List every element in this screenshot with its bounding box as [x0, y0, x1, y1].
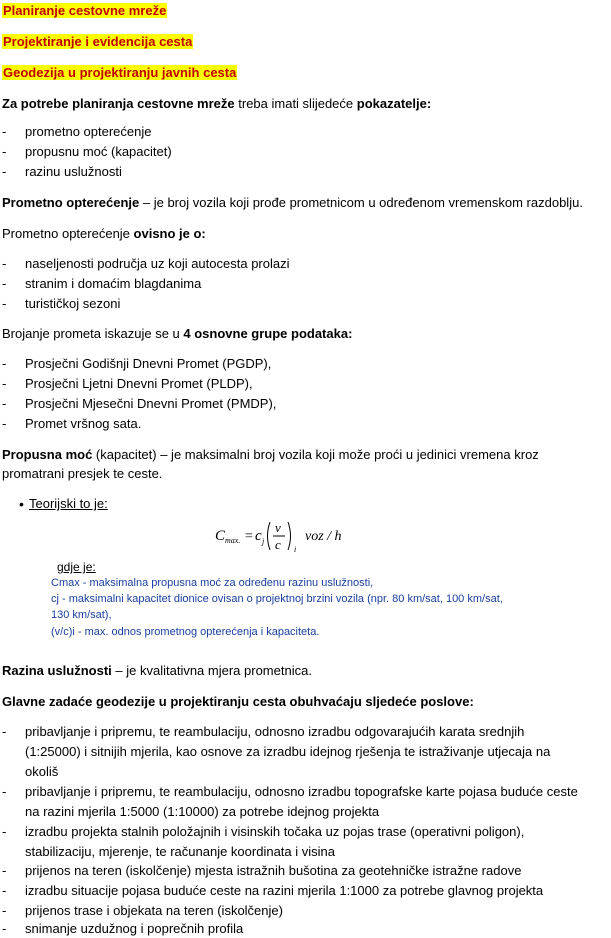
p2-bold: Prometno opterećenje: [2, 195, 140, 210]
paragraph-counting: [2, 326, 352, 342]
paragraph-indicators: [2, 96, 431, 112]
list-item: turističkoj sezoni: [25, 296, 121, 311]
svg-text:c: c: [255, 528, 262, 544]
svg-text:j: j: [262, 537, 265, 546]
list-item: Promet vršnog sata.: [25, 416, 142, 431]
list-dash: -: [2, 276, 7, 291]
list-item: pribavljanje i pripremu, te reambulaciju, odnosno izradbu odgovarajućih karata srednjih: [25, 724, 525, 739]
definition-cj-cont: 130 km/sat),: [51, 609, 112, 621]
list-item: snimanje uzdužnog i poprečnih profila: [25, 921, 244, 936]
svg-text:voz / h: voz / h: [305, 529, 342, 544]
p4-text: Brojanje prometa iskazuje se u: [2, 326, 184, 341]
list-dash: -: [2, 164, 7, 179]
list-dash: -: [2, 883, 7, 898]
svg-text:i: i: [294, 545, 297, 554]
list-dash: -: [2, 256, 7, 271]
p5-text-2: promatrani presjek te ceste.: [2, 466, 163, 481]
heading-2: [2, 34, 193, 50]
list-dash: -: [2, 124, 7, 139]
paragraph-traffic-load: [2, 195, 583, 211]
heading-3: [2, 65, 237, 81]
formula-graphic: [215, 516, 375, 556]
svg-text:=: =: [244, 529, 254, 544]
figure-title: Teorijski to je:: [29, 496, 108, 511]
definition-cmax: Cmax - maksimalna propusna moć za određenu razinu uslužnosti,: [51, 577, 374, 589]
list-dash: -: [2, 784, 7, 799]
paragraph-capacity: [2, 447, 539, 463]
list-item: prijenos trase i objekata na teren (iskolčenje): [25, 903, 283, 918]
svg-text:C: C: [215, 528, 226, 544]
heading-2-text: Projektiranje i evidencija cesta: [3, 34, 193, 49]
paragraph-service-level: [2, 663, 312, 679]
list-dash: -: [2, 724, 7, 739]
list-item: izradbu projekta stalnih položajnih i visinskih točaka uz pojas trase (operativni poligon),: [25, 824, 525, 839]
list-item: razinu uslužnosti: [25, 164, 122, 179]
list-item-cont: na razini mjerila 1:5000 (1:10000) za potrebe idejnog projekta: [25, 804, 380, 819]
list-dash: -: [2, 824, 7, 839]
list-item: Prosječni Godišnji Dnevni Promet (PGDP),: [25, 356, 272, 371]
list-dash: -: [2, 296, 7, 311]
paragraph-capacity-line2: [2, 466, 162, 482]
p1-text: treba imati slijedeće: [234, 96, 357, 111]
p3-text: Prometno opterećenje: [2, 226, 134, 241]
list-dash: -: [2, 376, 7, 391]
list-dash: -: [2, 356, 7, 371]
p4-bold: 4 osnovne grupe podataka:: [183, 326, 353, 341]
list-dash: -: [2, 921, 7, 936]
list-item: stranim i domaćim blagdanima: [25, 276, 202, 291]
heading-1-text: Planiranje cestovne mreže: [3, 3, 167, 18]
p1-bold-end: pokazatelje:: [356, 96, 432, 111]
list-item-cont: (1:25000) i sitnijih mjerila, kao osnove za izradbu idejnog rješenja te istraživanje utjecaja na: [25, 744, 551, 759]
heading-3-text: Geodezija u projektiranju javnih cesta: [3, 65, 237, 80]
heading-1: [2, 3, 167, 19]
p6-text: – je kvalitativna mjera prometnica.: [111, 663, 312, 678]
p5-bold: Propusna moć: [2, 447, 93, 462]
list-item-cont: stabilizaciju, mjerenje, te računanje koordinata i visina: [25, 844, 335, 859]
svg-text:max.: max.: [225, 536, 241, 545]
definition-vc: (v/c)i - max. odnos prometnog opterećenja i kapaciteta.: [51, 626, 320, 638]
list-dash: -: [2, 416, 7, 431]
list-item: naseljenosti područja uz koji autocesta prolazi: [25, 256, 290, 271]
list-item: prijenos na teren (iskolčenje) mjesta istražnih bušotina za geotehničke istražne radove: [25, 863, 522, 878]
formula-figure: [15, 494, 595, 644]
list-item: pribavljanje i pripremu, te reambulaciju, odnosno izradbu topografske karte pojasa buduće ceste: [25, 784, 578, 799]
list-dash: -: [2, 903, 7, 918]
list-item: Prosječni Mjesečni Dnevni Promet (PMDP),: [25, 396, 277, 411]
list-dash: -: [2, 863, 7, 878]
list-item: propusnu moć (kapacitet): [25, 144, 172, 159]
list-item: izradbu situacije pojasa buduće ceste na razini mjerila 1:1000 za potrebe glavnog projekta: [25, 883, 544, 898]
svg-text:c: c: [275, 537, 281, 552]
svg-text:v: v: [275, 520, 281, 535]
list-dash: -: [2, 396, 7, 411]
p2-text: – je broj vozila koji prođe prometnicom u određenom vremenskom razdoblju.: [139, 195, 583, 210]
p5-text: (kapacitet) – je maksimalni broj vozila koji može proći u jedinici vremena kroz: [92, 447, 539, 462]
list-item-cont: okoliš: [25, 764, 59, 779]
p1-bold: Za potrebe planiranja cestovne mreže: [2, 96, 235, 111]
list-dash: -: [2, 144, 7, 159]
paragraph-depends: [2, 226, 206, 242]
p3-bold: ovisno je o:: [133, 226, 206, 241]
bullet-icon: •: [19, 496, 24, 512]
p6-bold: Razina uslužnosti: [2, 663, 112, 678]
capacity-formula: [215, 516, 375, 561]
list-item: Prosječni Ljetni Dnevni Promet (PLDP),: [25, 376, 253, 391]
list-item: prometno opterećenje: [25, 124, 152, 139]
paragraph-geodesy-tasks: Glavne zadaće geodezije u projektiranju cesta obuhvaćaju sljedeće poslove:: [2, 694, 474, 709]
where-label: gdje je:: [57, 560, 96, 574]
definition-cj: cj - maksimalni kapacitet dionice ovisan o projektnoj brzini vozila (npr. 80 km/sat, 100 km/sat,: [51, 593, 503, 605]
